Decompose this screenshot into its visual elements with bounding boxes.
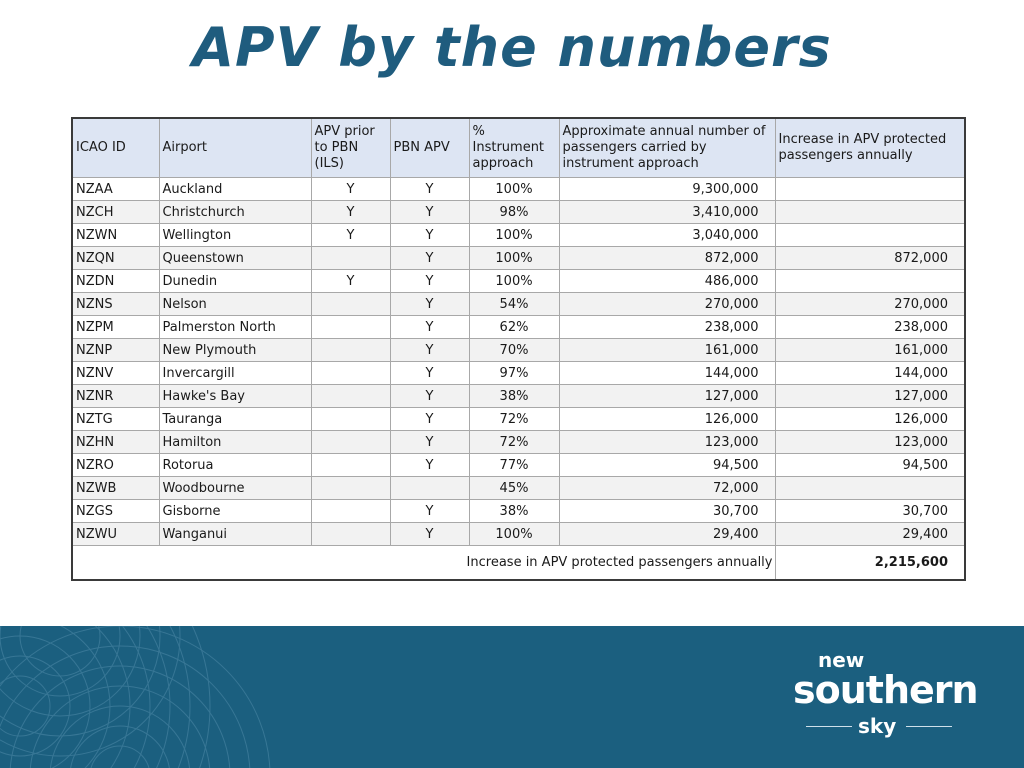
cell-passengers: 270,000 (559, 293, 775, 316)
table-row (72, 247, 965, 270)
cell-passengers: 127,000 (559, 385, 775, 408)
cell-airport: Queenstown (159, 247, 311, 270)
cell-increase: 270,000 (775, 293, 965, 316)
cell-icao-id: NZWB (72, 477, 159, 500)
cell-increase (775, 477, 965, 500)
cell-airport: New Plymouth (159, 339, 311, 362)
cell-pbn-apv: Y (390, 431, 469, 454)
header-apv-prior-ils: APV prior to PBN (ILS) (311, 118, 390, 178)
cell-apv-prior (311, 523, 390, 546)
table-row (72, 316, 965, 339)
table-row (72, 293, 965, 316)
cell-pbn-apv: Y (390, 339, 469, 362)
new-southern-sky-logo (788, 648, 978, 748)
cell-passengers: 126,000 (559, 408, 775, 431)
cell-increase (775, 270, 965, 293)
cell-instrument-pct: 100% (469, 224, 559, 247)
cell-instrument-pct: 77% (469, 454, 559, 477)
cell-passengers: 30,700 (559, 500, 775, 523)
table-row (72, 270, 965, 293)
header-increase-apv: Increase in APV protected passengers annually (775, 118, 965, 178)
total-row (72, 546, 965, 581)
cell-airport: Christchurch (159, 201, 311, 224)
cell-apv-prior (311, 293, 390, 316)
cell-icao-id: NZRO (72, 454, 159, 477)
header-icao-id: ICAO ID (72, 118, 159, 178)
logo-sky-row (788, 714, 968, 740)
cell-icao-id: NZTG (72, 408, 159, 431)
table-row (72, 339, 965, 362)
cell-airport: Nelson (159, 293, 311, 316)
cell-icao-id: NZNS (72, 293, 159, 316)
total-value: 2,215,600 (775, 546, 965, 581)
cell-pbn-apv (390, 477, 469, 500)
cell-instrument-pct: 72% (469, 408, 559, 431)
cell-icao-id: NZQN (72, 247, 159, 270)
cell-icao-id: NZNR (72, 385, 159, 408)
table-row (72, 385, 965, 408)
cell-instrument-pct: 62% (469, 316, 559, 339)
total-label: Increase in APV protected passengers annually (72, 546, 775, 581)
logo-word-southern: southern (793, 668, 978, 712)
cell-pbn-apv: Y (390, 293, 469, 316)
table-row (72, 224, 965, 247)
cell-increase: 94,500 (775, 454, 965, 477)
apv-table (71, 117, 966, 581)
logo-word-new: new (818, 648, 865, 672)
cell-airport: Dunedin (159, 270, 311, 293)
cell-apv-prior: Y (311, 178, 390, 201)
cell-apv-prior: Y (311, 201, 390, 224)
cell-apv-prior (311, 339, 390, 362)
cell-apv-prior (311, 362, 390, 385)
cell-icao-id: NZGS (72, 500, 159, 523)
header-airport: Airport (159, 118, 311, 178)
header-passengers-instrument: Approximate annual number of passengers carried by instrument approach (559, 118, 775, 178)
cell-airport: Invercargill (159, 362, 311, 385)
table-row (72, 178, 965, 201)
cell-airport: Woodbourne (159, 477, 311, 500)
cell-pbn-apv: Y (390, 247, 469, 270)
table-header-row (72, 118, 965, 178)
slide-title: APV by the numbers (192, 16, 832, 79)
table-row (72, 500, 965, 523)
cell-increase: 127,000 (775, 385, 965, 408)
cell-increase: 123,000 (775, 431, 965, 454)
cell-increase: 30,700 (775, 500, 965, 523)
wave-pattern (0, 626, 300, 768)
table-row (72, 362, 965, 385)
cell-passengers: 9,300,000 (559, 178, 775, 201)
cell-increase: 872,000 (775, 247, 965, 270)
cell-apv-prior (311, 431, 390, 454)
cell-increase (775, 224, 965, 247)
cell-pbn-apv: Y (390, 523, 469, 546)
cell-apv-prior: Y (311, 224, 390, 247)
cell-passengers: 29,400 (559, 523, 775, 546)
cell-instrument-pct: 100% (469, 270, 559, 293)
cell-airport: Auckland (159, 178, 311, 201)
cell-icao-id: NZNP (72, 339, 159, 362)
cell-passengers: 872,000 (559, 247, 775, 270)
cell-passengers: 3,410,000 (559, 201, 775, 224)
cell-instrument-pct: 97% (469, 362, 559, 385)
cell-icao-id: NZDN (72, 270, 159, 293)
cell-airport: Wellington (159, 224, 311, 247)
cell-airport: Rotorua (159, 454, 311, 477)
cell-pbn-apv: Y (390, 201, 469, 224)
cell-passengers: 94,500 (559, 454, 775, 477)
cell-icao-id: NZPM (72, 316, 159, 339)
cell-instrument-pct: 100% (469, 178, 559, 201)
cell-pbn-apv: Y (390, 408, 469, 431)
cell-airport: Hawke's Bay (159, 385, 311, 408)
cell-instrument-pct: 70% (469, 339, 559, 362)
cell-instrument-pct: 45% (469, 477, 559, 500)
cell-instrument-pct: 100% (469, 247, 559, 270)
cell-passengers: 72,000 (559, 477, 775, 500)
cell-apv-prior (311, 454, 390, 477)
cell-icao-id: NZNV (72, 362, 159, 385)
table-row (72, 408, 965, 431)
cell-instrument-pct: 72% (469, 431, 559, 454)
cell-apv-prior (311, 247, 390, 270)
table-row (72, 523, 965, 546)
cell-increase: 161,000 (775, 339, 965, 362)
cell-passengers: 238,000 (559, 316, 775, 339)
cell-instrument-pct: 38% (469, 385, 559, 408)
cell-icao-id: NZCH (72, 201, 159, 224)
cell-increase: 126,000 (775, 408, 965, 431)
cell-increase: 238,000 (775, 316, 965, 339)
cell-pbn-apv: Y (390, 224, 469, 247)
cell-passengers: 161,000 (559, 339, 775, 362)
table-row (72, 454, 965, 477)
cell-airport: Palmerston North (159, 316, 311, 339)
cell-pbn-apv: Y (390, 385, 469, 408)
cell-apv-prior (311, 316, 390, 339)
cell-airport: Tauranga (159, 408, 311, 431)
cell-increase: 144,000 (775, 362, 965, 385)
cell-apv-prior (311, 500, 390, 523)
cell-icao-id: NZHN (72, 431, 159, 454)
cell-icao-id: NZAA (72, 178, 159, 201)
cell-airport: Gisborne (159, 500, 311, 523)
cell-airport: Hamilton (159, 431, 311, 454)
cell-apv-prior: Y (311, 270, 390, 293)
cell-instrument-pct: 98% (469, 201, 559, 224)
table-row (72, 201, 965, 224)
cell-apv-prior (311, 408, 390, 431)
cell-instrument-pct: 100% (469, 523, 559, 546)
cell-instrument-pct: 54% (469, 293, 559, 316)
logo-rule-right (906, 726, 952, 727)
logo-rule-left (806, 726, 852, 727)
cell-instrument-pct: 38% (469, 500, 559, 523)
cell-pbn-apv: Y (390, 178, 469, 201)
header-pbn-apv: PBN APV (390, 118, 469, 178)
cell-passengers: 144,000 (559, 362, 775, 385)
logo-word-sky: sky (858, 714, 897, 738)
table-row (72, 477, 965, 500)
cell-passengers: 3,040,000 (559, 224, 775, 247)
cell-passengers: 123,000 (559, 431, 775, 454)
cell-pbn-apv: Y (390, 454, 469, 477)
header-instrument-pct: % Instrument approach (469, 118, 559, 178)
cell-apv-prior (311, 385, 390, 408)
cell-pbn-apv: Y (390, 270, 469, 293)
cell-passengers: 486,000 (559, 270, 775, 293)
cell-pbn-apv: Y (390, 500, 469, 523)
cell-icao-id: NZWU (72, 523, 159, 546)
table-row (72, 431, 965, 454)
cell-increase (775, 201, 965, 224)
cell-airport: Wanganui (159, 523, 311, 546)
cell-increase (775, 178, 965, 201)
cell-increase: 29,400 (775, 523, 965, 546)
cell-icao-id: NZWN (72, 224, 159, 247)
cell-pbn-apv: Y (390, 362, 469, 385)
cell-apv-prior (311, 477, 390, 500)
cell-pbn-apv: Y (390, 316, 469, 339)
